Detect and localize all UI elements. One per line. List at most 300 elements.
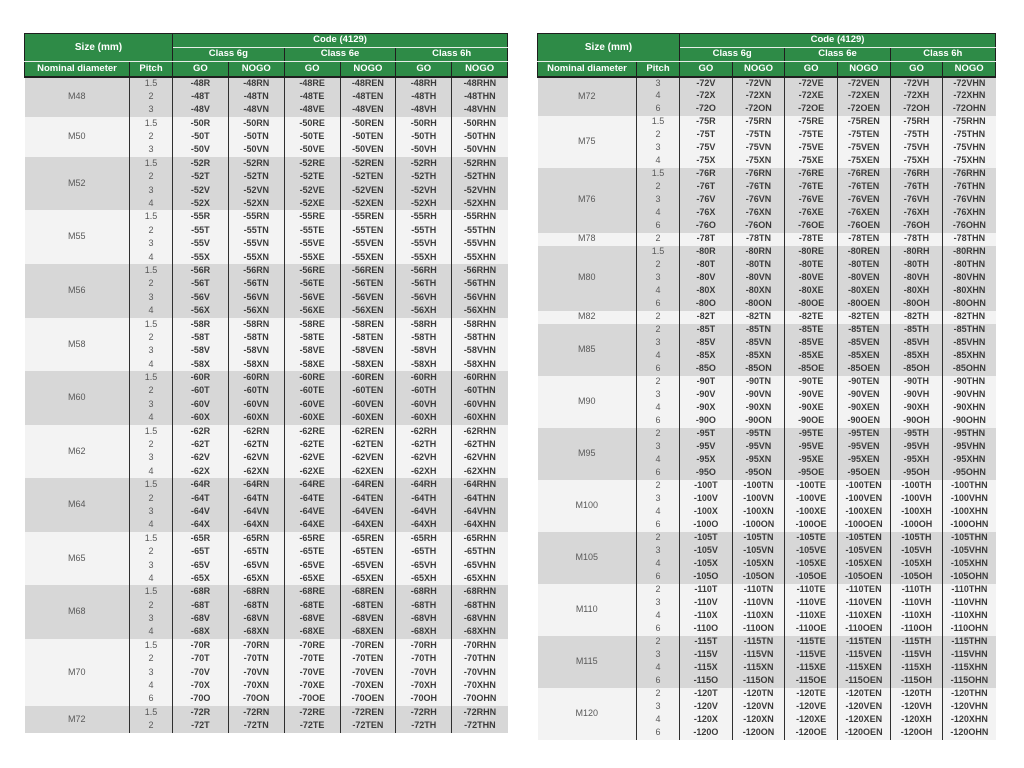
code-cell: -50VH (396, 143, 452, 156)
code-cell: -48THN (452, 90, 508, 103)
code-cell: -50V (173, 143, 229, 156)
code-cell: -75XE (785, 155, 838, 168)
code-cell: -52RH (396, 157, 452, 170)
code-cell: -90O (680, 415, 733, 428)
table-row (25, 371, 508, 384)
code-cell: -120XHN (943, 714, 996, 727)
code-cell: -52THN (452, 170, 508, 183)
code-cell: -105T (680, 532, 733, 545)
code-cell: -70OH (396, 692, 452, 705)
size-cell: M50 (25, 117, 130, 157)
code-cell: -115XN (732, 662, 785, 675)
code-cell: -55R (173, 210, 229, 223)
code-cell: -80TE (785, 259, 838, 272)
code-cell: -58VH (396, 344, 452, 357)
code-cell: -120VE (785, 701, 838, 714)
code-cell: -68VH (396, 612, 452, 625)
class-6e-header: Class 6e (284, 48, 396, 62)
code-cell: -75REN (837, 116, 890, 129)
code-cell: -75V (680, 142, 733, 155)
code-cell: -75VEN (837, 142, 890, 155)
code-cell: -64XEN (340, 518, 396, 531)
pitch-cell: 2 (637, 428, 680, 441)
table-row (25, 532, 508, 545)
code-cell: -56RH (396, 264, 452, 277)
code-cell: -85T (680, 324, 733, 337)
code-header: Code (4129) (173, 34, 508, 48)
code-cell: -110OHN (943, 623, 996, 636)
code-cell: -85OEN (837, 363, 890, 376)
code-cell: -58REN (340, 318, 396, 331)
code-cell: -80TH (890, 259, 943, 272)
class-6g-header: Class 6g (680, 48, 785, 62)
size-cell: M70 (25, 639, 130, 706)
code-cell: -90OE (785, 415, 838, 428)
code-cell: -50RHN (452, 117, 508, 130)
code-cell: -80R (680, 246, 733, 259)
code-cell: -110O (680, 623, 733, 636)
code-cell: -56T (173, 277, 229, 290)
code-cell: -115XHN (943, 662, 996, 675)
code-cell: -72TH (396, 719, 452, 732)
code-cell: -48REN (340, 77, 396, 90)
code-cell: -64VE (284, 505, 340, 518)
code-cell: -90VHN (943, 389, 996, 402)
pitch-cell: 1.5 (130, 706, 173, 719)
code-cell: -50RE (284, 117, 340, 130)
code-cell: -52TE (284, 170, 340, 183)
code-cell: -85XN (732, 350, 785, 363)
code-cell: -76XN (732, 207, 785, 220)
code-cell: -120TN (732, 688, 785, 701)
code-cell: -80RE (785, 246, 838, 259)
code-cell: -115VE (785, 649, 838, 662)
code-cell: -90TEN (837, 376, 890, 389)
code-cell: -82THN (943, 311, 996, 324)
code-cell: -75TN (732, 129, 785, 142)
code-cell: -95TE (785, 428, 838, 441)
code-cell: -60XE (284, 411, 340, 424)
code-cell: -52R (173, 157, 229, 170)
code-cell: -90OEN (837, 415, 890, 428)
code-cell: -62X (173, 465, 229, 478)
code-cell: -100V (680, 493, 733, 506)
size-cell: M105 (538, 532, 637, 584)
pitch-cell: 4 (637, 155, 680, 168)
code-cell: -60RHN (452, 371, 508, 384)
code-cell: -78TEN (837, 233, 890, 246)
code-cell: -85TE (785, 324, 838, 337)
code-cell: -55XE (284, 251, 340, 264)
code-cell: -110TE (785, 584, 838, 597)
code-cell: -115T (680, 636, 733, 649)
code-cell: -58RHN (452, 318, 508, 331)
pitch-cell: 3 (130, 505, 173, 518)
code-cell: -64THN (452, 492, 508, 505)
code-cell: -105VE (785, 545, 838, 558)
code-cell: -85X (680, 350, 733, 363)
code-cell: -55TEN (340, 224, 396, 237)
code-cell: -95VN (732, 441, 785, 454)
code-cell: -65XN (228, 572, 284, 585)
code-cell: -56TE (284, 277, 340, 290)
code-cell: -85XHN (943, 350, 996, 363)
pitch-cell: 4 (637, 506, 680, 519)
code-cell: -85XEN (837, 350, 890, 363)
code-cell: -62XEN (340, 465, 396, 478)
code-cell: -56XE (284, 304, 340, 317)
code-cell: -65RE (284, 532, 340, 545)
pitch-cell: 6 (130, 692, 173, 705)
code-cell: -105O (680, 571, 733, 584)
pitch-cell: 3 (637, 389, 680, 402)
code-cell: -65VN (228, 559, 284, 572)
pitch-cell: 4 (637, 610, 680, 623)
code-cell: -100OEN (837, 519, 890, 532)
nogo-header: NOGO (943, 62, 996, 77)
code-cell: -120X (680, 714, 733, 727)
code-cell: -95OEN (837, 467, 890, 480)
code-cell: -110XH (890, 610, 943, 623)
code-cell: -115OEN (837, 675, 890, 688)
code-cell: -68RH (396, 585, 452, 598)
pitch-cell: 1.5 (130, 532, 173, 545)
code-cell: -78THN (943, 233, 996, 246)
pitch-cell: 4 (130, 411, 173, 424)
code-cell: -65TN (228, 545, 284, 558)
pitch-cell: 6 (637, 220, 680, 233)
code-cell: -100VHN (943, 493, 996, 506)
pitch-cell: 1.5 (130, 585, 173, 598)
size-cell: M75 (538, 116, 637, 168)
pitch-cell: 2 (130, 438, 173, 451)
code-cell: -55XEN (340, 251, 396, 264)
code-cell: -76XHN (943, 207, 996, 220)
code-cell: -85TN (732, 324, 785, 337)
code-cell: -76XE (785, 207, 838, 220)
code-cell: -68TN (228, 599, 284, 612)
size-cell: M110 (538, 584, 637, 636)
code-cell: -115OHN (943, 675, 996, 688)
code-cell: -90X (680, 402, 733, 415)
code-cell: -76OHN (943, 220, 996, 233)
code-cell: -100XE (785, 506, 838, 519)
size-cell: M82 (538, 311, 637, 324)
code-cell: -55REN (340, 210, 396, 223)
code-cell: -52T (173, 170, 229, 183)
code-cell: -115VN (732, 649, 785, 662)
table-row (25, 585, 508, 598)
code-cell: -50TH (396, 130, 452, 143)
code-cell: -75RN (732, 116, 785, 129)
code-cell: -62TH (396, 438, 452, 451)
code-cell: -58T (173, 331, 229, 344)
code-cell: -115XE (785, 662, 838, 675)
pitch-cell: 2 (130, 277, 173, 290)
code-cell: -64TEN (340, 492, 396, 505)
pitch-cell: 4 (130, 304, 173, 317)
code-cell: -56V (173, 291, 229, 304)
nominal-diameter-header: Nominal diameter (25, 62, 130, 77)
pitch-cell: 2 (637, 233, 680, 246)
pitch-cell: 1.5 (130, 318, 173, 331)
pitch-cell: 1.5 (130, 210, 173, 223)
code-cell: -105XE (785, 558, 838, 571)
code-cell: -75TH (890, 129, 943, 142)
pitch-cell: 3 (130, 143, 173, 156)
code-cell: -120OHN (943, 727, 996, 740)
code-cell: -72T (173, 719, 229, 732)
pitch-cell: 3 (130, 559, 173, 572)
code-cell: -64T (173, 492, 229, 505)
code-cell: -100X (680, 506, 733, 519)
code-cell: -56XN (228, 304, 284, 317)
code-cell: -70VHN (452, 666, 508, 679)
code-cell: -100VE (785, 493, 838, 506)
code-cell: -85TEN (837, 324, 890, 337)
code-cell: -95T (680, 428, 733, 441)
code-cell: -48V (173, 103, 229, 116)
code-cell: -85OHN (943, 363, 996, 376)
code-cell: -56RN (228, 264, 284, 277)
code-cell: -85VHN (943, 337, 996, 350)
code-cell: -76OH (890, 220, 943, 233)
code-cell: -100OH (890, 519, 943, 532)
code-cell: -52RE (284, 157, 340, 170)
pitch-cell: 2 (130, 130, 173, 143)
code-cell: -65TE (284, 545, 340, 558)
pitch-cell: 2 (637, 480, 680, 493)
code-cell: -80OE (785, 298, 838, 311)
code-cell: -110XEN (837, 610, 890, 623)
code-cell: -80ON (732, 298, 785, 311)
code-cell: -85ON (732, 363, 785, 376)
code-cell: -68TH (396, 599, 452, 612)
code-cell: -80X (680, 285, 733, 298)
code-cell: -110OEN (837, 623, 890, 636)
code-cell: -120ON (732, 727, 785, 740)
code-cell: -110VE (785, 597, 838, 610)
size-cell: M120 (538, 688, 637, 740)
code-cell: -100TN (732, 480, 785, 493)
code-cell: -70RH (396, 639, 452, 652)
code-cell: -95TN (732, 428, 785, 441)
code-cell: -90TH (890, 376, 943, 389)
code-cell: -75RE (785, 116, 838, 129)
code-cell: -80OHN (943, 298, 996, 311)
code-cell: -70TH (396, 652, 452, 665)
code-cell: -85O (680, 363, 733, 376)
code-cell: -55XHN (452, 251, 508, 264)
code-cell: -105VEN (837, 545, 890, 558)
code-cell: -72TN (228, 719, 284, 732)
code-cell: -85XE (785, 350, 838, 363)
code-cell: -75R (680, 116, 733, 129)
code-cell: -115ON (732, 675, 785, 688)
code-cell: -68XN (228, 626, 284, 639)
code-cell: -62VE (284, 451, 340, 464)
code-cell: -68TE (284, 599, 340, 612)
class-6e-header: Class 6e (785, 48, 890, 62)
table-row (538, 233, 996, 246)
code-cell: -110THN (943, 584, 996, 597)
pitch-cell: 1.5 (637, 168, 680, 181)
pitch-cell: 2 (130, 170, 173, 183)
code-cell: -56XEN (340, 304, 396, 317)
code-cell: -55THN (452, 224, 508, 237)
code-cell: -58R (173, 318, 229, 331)
code-cell: -65RH (396, 532, 452, 545)
pitch-cell: 4 (130, 465, 173, 478)
code-cell: -56TEN (340, 277, 396, 290)
code-cell: -58VEN (340, 344, 396, 357)
pitch-cell: 3 (637, 142, 680, 155)
code-cell: -100VH (890, 493, 943, 506)
code-cell: -50T (173, 130, 229, 143)
pitch-cell: 4 (130, 626, 173, 639)
code-cell: -62THN (452, 438, 508, 451)
code-cell: -76RE (785, 168, 838, 181)
code-cell: -50TEN (340, 130, 396, 143)
table-row (538, 688, 996, 701)
code-cell: -82TE (785, 311, 838, 324)
code-cell: -115TE (785, 636, 838, 649)
code-cell: -115TH (890, 636, 943, 649)
code-cell: -120TEN (837, 688, 890, 701)
code-cell: -110TEN (837, 584, 890, 597)
code-cell: -105V (680, 545, 733, 558)
pitch-cell: 3 (637, 194, 680, 207)
code-cell: -48VEN (340, 103, 396, 116)
code-cell: -52RN (228, 157, 284, 170)
code-cell: -76T (680, 181, 733, 194)
code-cell: -110ON (732, 623, 785, 636)
code-cell: -85OH (890, 363, 943, 376)
code-cell: -72XN (732, 90, 785, 103)
code-cell: -120O (680, 727, 733, 740)
code-cell: -60VE (284, 398, 340, 411)
code-cell: -58XHN (452, 358, 508, 371)
code-cell: -82TN (732, 311, 785, 324)
code-cell: -95TH (890, 428, 943, 441)
code-cell: -75RH (890, 116, 943, 129)
code-cell: -110XN (732, 610, 785, 623)
code-cell: -58RN (228, 318, 284, 331)
code-cell: -95VHN (943, 441, 996, 454)
size-cell: M95 (538, 428, 637, 480)
code-cell: -65V (173, 559, 229, 572)
code-cell: -62RHN (452, 425, 508, 438)
code-cell: -55TE (284, 224, 340, 237)
code-cell: -52VE (284, 184, 340, 197)
pitch-cell: 3 (130, 103, 173, 116)
code-cell: -76TH (890, 181, 943, 194)
code-cell: -80VEN (837, 272, 890, 285)
pitch-cell: 3 (637, 77, 680, 90)
code-cell: -64VHN (452, 505, 508, 518)
pitch-cell: 6 (637, 298, 680, 311)
code-cell: -55TH (396, 224, 452, 237)
pitch-cell: 1.5 (130, 639, 173, 652)
code-cell: -85TH (890, 324, 943, 337)
code-cell: -56VH (396, 291, 452, 304)
code-cell: -76X (680, 207, 733, 220)
code-cell: -90VE (785, 389, 838, 402)
table-row (25, 425, 508, 438)
code-cell: -64XH (396, 518, 452, 531)
thread-gauge-table-right (537, 33, 996, 740)
code-cell: -70OHN (452, 692, 508, 705)
size-cell: M76 (538, 168, 637, 233)
code-cell: -58TN (228, 331, 284, 344)
code-cell: -105TEN (837, 532, 890, 545)
size-cell: M78 (538, 233, 637, 246)
pitch-cell: 2 (130, 719, 173, 732)
code-cell: -48TEN (340, 90, 396, 103)
pitch-cell: 2 (637, 311, 680, 324)
code-cell: -64REN (340, 478, 396, 491)
code-cell: -65T (173, 545, 229, 558)
code-cell: -62T (173, 438, 229, 451)
code-cell: -72TEN (340, 719, 396, 732)
code-cell: -95V (680, 441, 733, 454)
size-cell: M68 (25, 585, 130, 639)
code-cell: -58VE (284, 344, 340, 357)
pitch-cell: 4 (637, 207, 680, 220)
table-row (538, 77, 996, 90)
code-cell: -70XEN (340, 679, 396, 692)
code-cell: -76TEN (837, 181, 890, 194)
code-cell: -115XH (890, 662, 943, 675)
code-cell: -105OEN (837, 571, 890, 584)
code-cell: -58TH (396, 331, 452, 344)
code-cell: -90XHN (943, 402, 996, 415)
code-cell: -120TE (785, 688, 838, 701)
class-6h-header: Class 6h (890, 48, 995, 62)
size-mm-header: Size (mm) (25, 34, 173, 62)
pitch-cell: 2 (130, 331, 173, 344)
code-cell: -48RH (396, 77, 452, 90)
code-cell: -72OH (890, 103, 943, 116)
code-cell: -110VH (890, 597, 943, 610)
code-cell: -65VEN (340, 559, 396, 572)
size-cell: M56 (25, 264, 130, 318)
code-cell: -70R (173, 639, 229, 652)
code-cell: -75VE (785, 142, 838, 155)
code-cell: -70ON (228, 692, 284, 705)
code-cell: -110TN (732, 584, 785, 597)
code-cell: -95XE (785, 454, 838, 467)
code-cell: -80XH (890, 285, 943, 298)
code-cell: -100XEN (837, 506, 890, 519)
table-row (25, 318, 508, 331)
code-cell: -100XN (732, 506, 785, 519)
code-cell: -50RH (396, 117, 452, 130)
pitch-cell: 2 (130, 224, 173, 237)
code-cell: -76OEN (837, 220, 890, 233)
code-cell: -78TN (732, 233, 785, 246)
pitch-cell: 6 (637, 727, 680, 740)
code-cell: -52XE (284, 197, 340, 210)
code-cell: -95VH (890, 441, 943, 454)
code-cell: -62TE (284, 438, 340, 451)
code-cell: -55VE (284, 237, 340, 250)
code-cell: -64TE (284, 492, 340, 505)
code-cell: -52VN (228, 184, 284, 197)
go-header: GO (680, 62, 733, 77)
code-cell: -48TE (284, 90, 340, 103)
code-cell: -105XEN (837, 558, 890, 571)
